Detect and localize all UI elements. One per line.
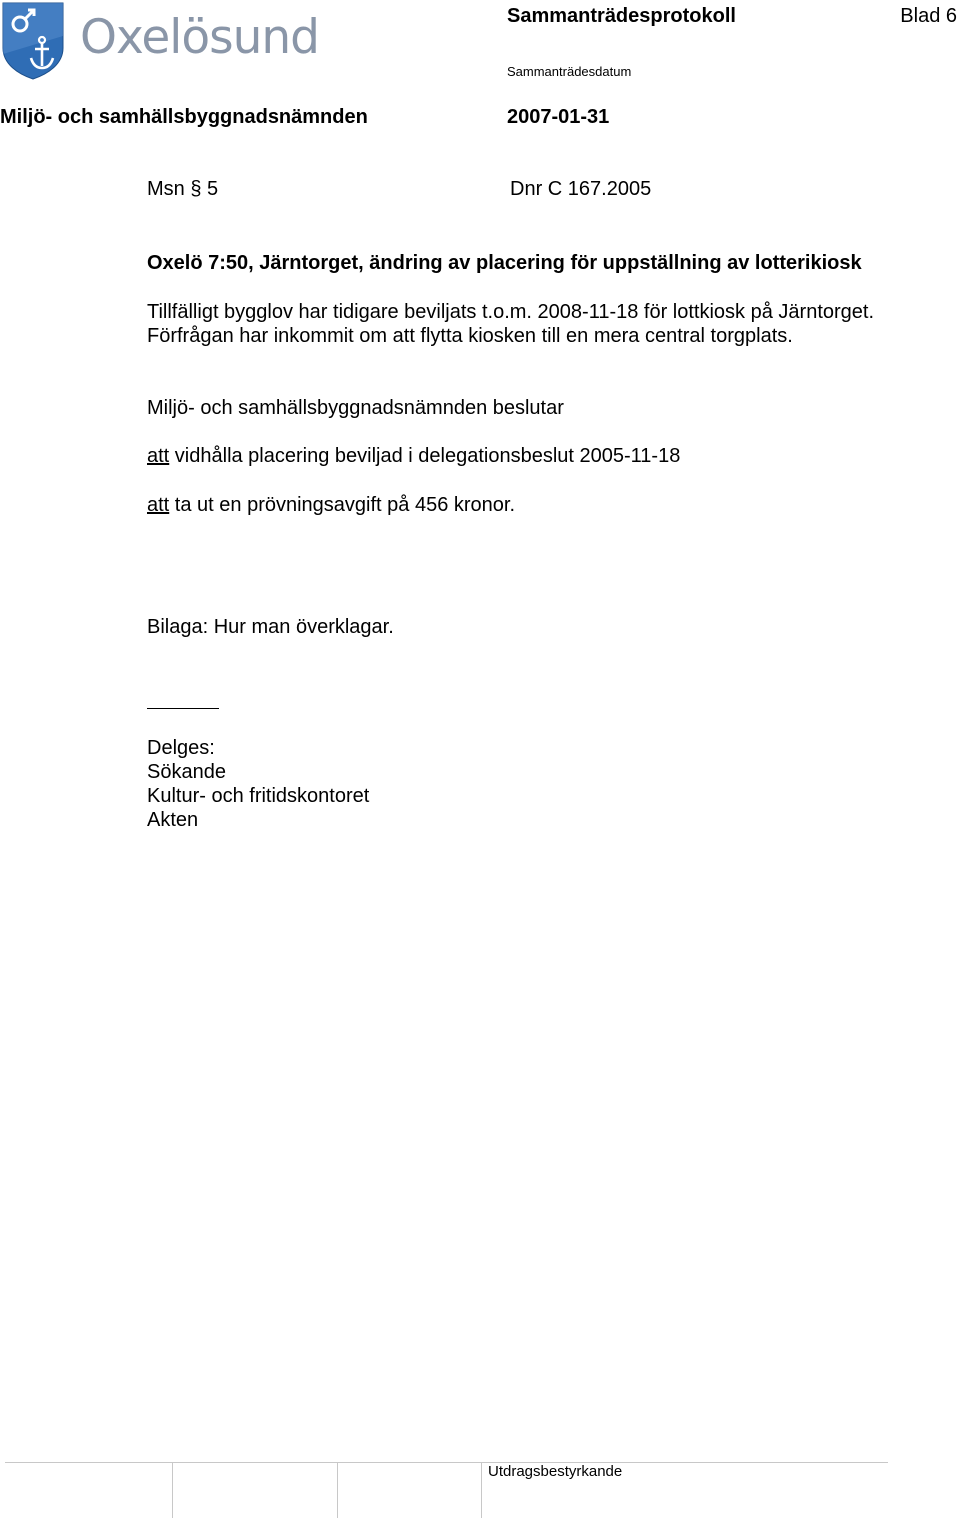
meeting-date: 2007-01-31 [507,106,610,128]
decision-att: att [147,445,170,467]
recipient: Akten [147,809,199,831]
recipient: Kultur- och fritidskontoret [147,785,370,807]
section-number: Msn § 5 [147,178,219,200]
footer-signature-box-divider [172,1462,173,1518]
decision-heading: Miljö- och samhällsbyggnadsnämnden beslutar [147,397,564,419]
footer-rule [5,1462,888,1463]
case-description-line: Tillfälligt bygglov har tidigare beviljats t.o.m. 2008-11-18 för lottkiosk på Järntorget. [147,301,875,323]
page-number: Blad 6 [900,5,957,27]
footer-signature-box-divider [337,1462,338,1518]
document-type: Sammanträdesprotokoll [507,5,736,27]
recipient: Sökande [147,761,226,783]
attachment-note: Bilaga: Hur man överklagar. [147,616,394,638]
separator-line [147,708,219,709]
case-description-line: Förfrågan har inkommit om att flytta kiosken till en mera central torgplats. [147,325,793,347]
committee-name: Miljö- och samhällsbyggnadsnämnden [0,106,368,128]
case-number: Dnr C 167.2005 [510,178,652,200]
decision-att: att [147,494,170,516]
decision-text: ta ut en prövningsavgift på 456 kronor. [169,494,516,516]
decision-item [147,493,515,517]
distribution-list [147,736,369,832]
footer-signature-box-divider [481,1462,482,1518]
case-description [147,300,927,348]
logo-wordmark: Oxelösund [80,10,319,65]
meeting-date-label: Sammanträdesdatum [507,64,632,79]
municipal-shield-icon [2,2,64,80]
case-title: Oxelö 7:50, Järntorget, ändring av placering för uppställning av lotterikiosk [147,252,862,274]
decision-text: vidhålla placering beviljad i delegationsbeslut 2005-11-18 [169,445,681,467]
decision-item [147,444,680,468]
municipality-logo [2,2,342,82]
certification-label: Utdragsbestyrkande [488,1463,623,1480]
distribution-heading: Delges: [147,737,215,759]
